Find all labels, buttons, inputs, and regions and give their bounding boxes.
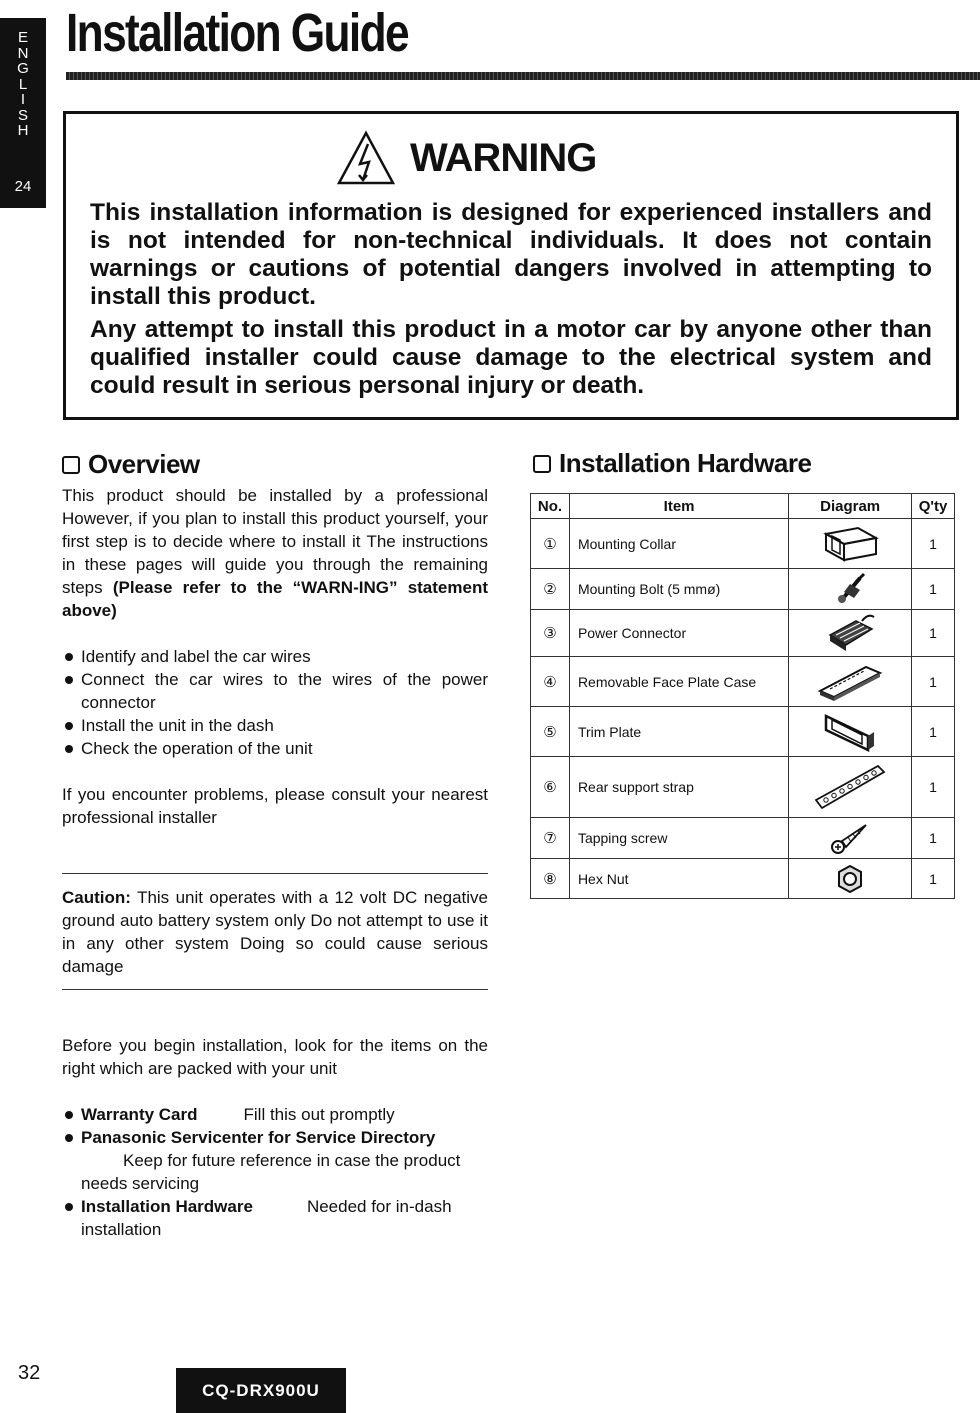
row-item: Mounting Collar <box>569 519 788 569</box>
caution-label: Caution: <box>62 888 131 907</box>
tab-letter: N <box>17 44 29 62</box>
overview-heading <box>62 449 200 480</box>
hex-nut-icon <box>834 863 866 895</box>
column-header-item: Item <box>569 494 788 519</box>
tab-letter: S <box>17 106 28 124</box>
checkbox-square-icon <box>62 456 80 474</box>
row-item: Trim Plate <box>569 707 788 757</box>
overview-intro-note: (Please refer to the “WARN-ING” statement above) <box>62 578 488 620</box>
row-qty: 1 <box>912 610 955 657</box>
title-rule <box>66 72 980 80</box>
row-item: Removable Face Plate Case <box>569 657 788 707</box>
row-qty: 1 <box>912 707 955 757</box>
row-qty: 1 <box>912 569 955 610</box>
list-item <box>62 1103 488 1126</box>
row-number: ② <box>531 569 570 610</box>
tapping-screw-icon <box>830 821 870 855</box>
warning-paragraph: Any attempt to install this product in a motor car by anyone other than qualified installer could cause damage to the electrical system and could result in serious personal injury or death. <box>90 316 932 399</box>
checkbox-square-icon <box>533 455 551 473</box>
row-qty: 1 <box>912 519 955 569</box>
before-text: Before you begin installation, look for the items on the right which are packed with your unit <box>62 1036 488 1078</box>
section-page-number: 24 <box>14 178 32 195</box>
electric-hazard-icon <box>336 130 396 186</box>
packed-item-note: Keep for future reference in case the product needs servicing <box>81 1151 461 1193</box>
overview-title: Overview <box>88 449 200 479</box>
warning-title: WARNING <box>410 135 597 180</box>
warning-header <box>336 128 596 188</box>
caution-note <box>62 886 488 978</box>
row-number: ③ <box>531 610 570 657</box>
table-row <box>531 707 955 757</box>
packed-item-name: Panasonic Servicenter for Service Directory <box>81 1128 436 1147</box>
list-item: Install the unit in the dash <box>62 714 488 737</box>
table-row <box>531 519 955 569</box>
support-strap-icon <box>812 762 888 812</box>
row-number: ⑤ <box>531 707 570 757</box>
page-number: 32 <box>18 1362 41 1384</box>
tab-letter: G <box>17 60 29 77</box>
tab-letter: L <box>18 75 28 93</box>
problems-text: If you encounter problems, please consult your nearest professional installer <box>62 785 488 827</box>
row-qty: 1 <box>912 818 955 859</box>
packed-item-name: Warranty Card <box>81 1105 198 1124</box>
row-qty: 1 <box>912 757 955 818</box>
tab-letter: H <box>17 122 29 139</box>
table-row <box>531 757 955 818</box>
table-row <box>531 610 955 657</box>
mounting-collar-icon <box>820 524 880 564</box>
row-number: ① <box>531 519 570 569</box>
hardware-table <box>530 493 955 899</box>
row-item: Mounting Bolt (5 mmø) <box>569 569 788 610</box>
row-item: Rear support strap <box>569 757 788 818</box>
list-item <box>62 1126 488 1195</box>
divider <box>62 989 488 990</box>
table-row <box>531 859 955 899</box>
hardware-heading <box>533 448 811 479</box>
power-connector-icon <box>822 613 878 653</box>
table-row <box>531 657 955 707</box>
hardware-title: Installation Hardware <box>559 448 812 478</box>
column-header-diagram: Diagram <box>789 494 912 519</box>
packed-items-list <box>62 1103 488 1241</box>
row-qty: 1 <box>912 859 955 899</box>
page-title: Installation Guide <box>66 3 408 63</box>
column-header-qty: Q'ty <box>912 494 955 519</box>
packed-item-name: Installation Hardware <box>81 1197 253 1216</box>
warning-box <box>63 111 959 420</box>
table-header-row <box>531 494 955 519</box>
list-item: Check the operation of the unit <box>62 737 488 760</box>
model-badge: CQ-DRX900U <box>176 1368 346 1413</box>
language-tab <box>0 18 46 208</box>
row-number: ⑥ <box>531 757 570 818</box>
tab-letter: E <box>17 29 28 46</box>
row-item: Hex Nut <box>569 859 788 899</box>
packed-item-note: Fill this out promptly <box>243 1105 395 1124</box>
steps-list <box>62 645 488 760</box>
list-item <box>62 1195 488 1241</box>
list-item: Identify and label the car wires <box>62 645 488 668</box>
table-row <box>531 818 955 859</box>
row-number: ⑦ <box>531 818 570 859</box>
packed-item-note: Needed for in-dash installation <box>81 1197 452 1239</box>
overview-intro-text: This product should be installed by a professional However, if you plan to install this product yourself, your first step is to decide where to install it The instructions in these pages will guide you through the remaining steps <box>62 486 488 597</box>
row-item: Tapping screw <box>569 818 788 859</box>
row-item: Power Connector <box>569 610 788 657</box>
column-header-no: No. <box>531 494 570 519</box>
tab-letter: I <box>20 91 26 108</box>
caution-text: This unit operates with a 12 volt DC negative ground auto battery system only Do not attempt to use it in any other system Doing so could cause serious damage <box>62 888 489 976</box>
row-qty: 1 <box>912 657 955 707</box>
warning-paragraph: This installation information is designed for experienced installers and is not intended for non-technical individuals. It does not contain warnings or cautions of potential dangers involved in attempting to install this product. <box>90 199 932 310</box>
table-row <box>531 569 955 610</box>
overview-intro <box>62 484 488 622</box>
trim-plate-icon <box>820 710 880 754</box>
face-plate-case-icon <box>816 661 884 703</box>
divider <box>62 873 488 874</box>
list-item: Connect the car wires to the wires of the power connector <box>62 668 488 714</box>
row-number: ④ <box>531 657 570 707</box>
row-number: ⑧ <box>531 859 570 899</box>
mounting-bolt-icon <box>830 572 870 606</box>
